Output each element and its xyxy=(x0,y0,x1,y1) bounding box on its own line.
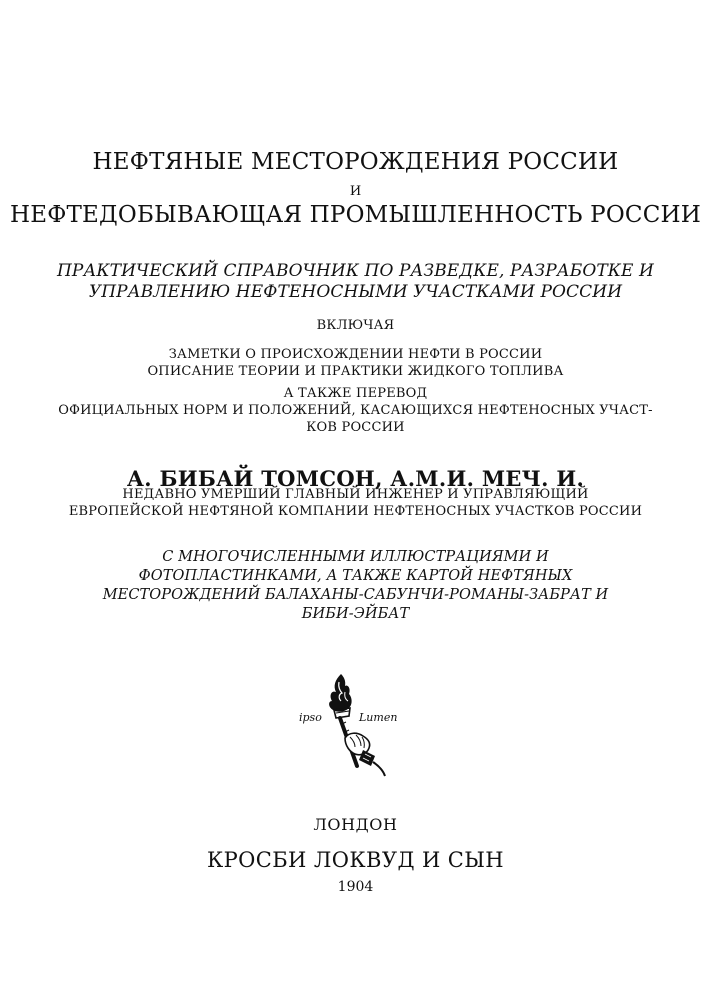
translation-line-2: ОФИЦИАЛЬНЫХ НОРМ И ПОЛОЖЕНИЙ, КАСАЮЩИХСЯ НЕФТЕНОСНЫХ УЧАСТ- xyxy=(58,403,653,418)
illustrations-line-3: МЕСТОРОЖДЕНИЙ БАЛАХАНЫ-САБУНЧИ-РОМАНЫ-ЗАБРАТ И xyxy=(102,587,609,603)
notes-line-2: ОПИСАНИЕ ТЕОРИИ И ПРАКТИКИ ЖИДКОГО ТОПЛИВА xyxy=(147,364,564,379)
translation-line-3: КОВ РОССИИ xyxy=(306,420,405,435)
imprint-year: 1904 xyxy=(337,879,374,895)
illustrations-line-2: ФОТОПЛАСТИНКАМИ, А ТАКЖЕ КАРТОЙ НЕФТЯНЫХ xyxy=(138,568,573,584)
including-label: ВКЛЮЧАЯ xyxy=(316,318,395,333)
notes-line-1: ЗАМЕТКИ О ПРОИСХОЖДЕНИИ НЕФТИ В РОССИИ xyxy=(168,347,543,362)
emblem-word-left: ipso xyxy=(299,711,322,724)
main-title-line-1: НЕФТЯНЫЕ МЕСТОРОЖДЕНИЯ РОССИИ xyxy=(92,149,619,175)
imprint-publisher: КРОСБИ ЛОКВУД И СЫН xyxy=(206,848,505,872)
main-title-line-2: НЕФТЕДОБЫВАЮЩАЯ ПРОМЫШЛЕННОСТЬ РОССИИ xyxy=(9,202,702,228)
illustrations-line-1: С МНОГОЧИСЛЕННЫМИ ИЛЛЮСТРАЦИЯМИ И xyxy=(162,549,549,565)
author-role-line-2: ЕВРОПЕЙСКОЙ НЕФТЯНОЙ КОМПАНИИ НЕФТЕНОСНЫХ УЧАСТКОВ РОССИИ xyxy=(68,504,643,519)
author-name: А. БИБАЙ ТОМСОН, А.М.И. МЕЧ. И. xyxy=(126,466,585,491)
imprint-city: ЛОНДОН xyxy=(313,815,398,834)
author-role-line-1: НЕДАВНО УМЕРШИЙ ГЛАВНЫЙ ИНЖЕНЕР И УПРАВЛЯЮЩИЙ xyxy=(122,487,589,502)
illustrations-line-4: БИБИ-ЭЙБАТ xyxy=(301,606,410,622)
subtitle-line-1: ПРАКТИЧЕСКИЙ СПРАВОЧНИК ПО РАЗВЕДКЕ, РАЗРАБОТКЕ И xyxy=(56,261,654,281)
translation-line-1: А ТАКЖЕ ПЕРЕВОД xyxy=(283,386,428,401)
emblem-word-right: Lumen xyxy=(359,711,398,724)
hand-holding-torch-icon xyxy=(305,670,410,780)
title-conjunction: И xyxy=(349,184,362,199)
subtitle-line-2: УПРАВЛЕНИЮ НЕФТЕНОСНЫМИ УЧАСТКАМИ РОССИИ xyxy=(88,282,623,302)
printers-mark xyxy=(299,670,410,780)
